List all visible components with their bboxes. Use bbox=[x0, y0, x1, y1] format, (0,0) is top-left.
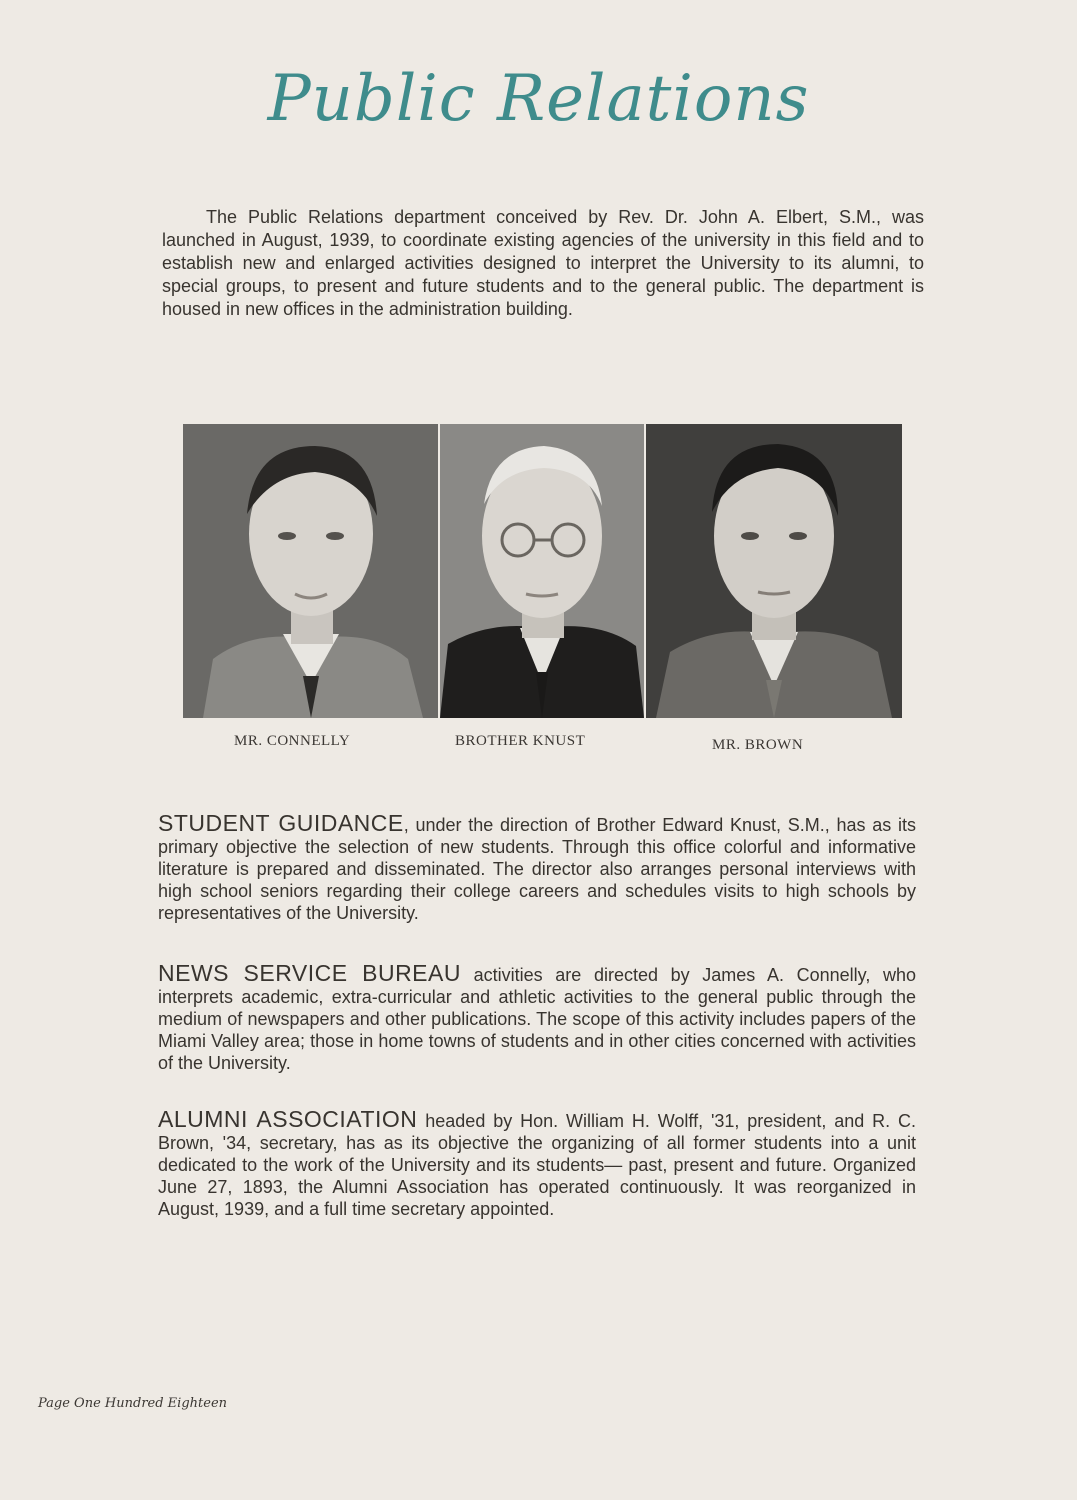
section-text: headed by Hon. William H. Wolff, '31, president, and R. C. Brown, '34, secretary, has as its objective the organizing of all former students into a unit dedicated to the work of the University and its students— past, present and future. Organized June 27, 1893, the Alumni Association has operated continuously. It was reorganized in August, 1939, and a full time secretary appointed. bbox=[158, 1111, 916, 1219]
portrait-captions bbox=[0, 733, 1077, 757]
section-news-service-bureau bbox=[158, 962, 916, 1074]
portrait-knust bbox=[440, 424, 644, 718]
section-student-guidance bbox=[158, 812, 916, 924]
section-text: , under the direction of Brother Edward Knust, S.M., has as its primary objective the selection of new students. Through this office colorful and informative literature is prepared and disseminated. The director also arranges personal interviews with high school seniors regarding their college careers and schedules visits to high schools by representatives of the University. bbox=[158, 815, 916, 923]
intro-paragraph: The Public Relations department conceived by Rev. Dr. John A. Elbert, S.M., was launched in August, 1939, to coordinate existing agencies of the university in this field and to establish new and enlarged activities designed to interpret the University to its alumni, to special groups, to present and future students and to the general public. The department is housed in new offices in the administration building. bbox=[162, 207, 924, 319]
caption-brown: MR. BROWN bbox=[712, 737, 804, 753]
section-heading: ALUMNI ASSOCIATION bbox=[158, 1106, 418, 1132]
caption-connelly: MR. CONNELLY bbox=[234, 733, 351, 749]
section-heading: NEWS SERVICE BUREAU bbox=[158, 960, 461, 986]
section-alumni-association bbox=[158, 1108, 916, 1220]
portrait-row bbox=[183, 424, 904, 718]
page-title: Public Relations bbox=[267, 62, 810, 136]
portrait-brown bbox=[646, 424, 902, 718]
caption-knust: BROTHER KNUST bbox=[455, 733, 586, 749]
portrait-connelly bbox=[183, 424, 438, 718]
page-number: Page One Hundred Eighteen bbox=[38, 1396, 228, 1411]
section-text: activities are directed by James A. Connelly, who interprets academic, extra-curricular and athletic activities to the general public through the medium of newspapers and other publications. The scope of this activity includes papers of the Miami Valley area; those in home towns of students and in other cities concerned with activities of the University. bbox=[158, 965, 916, 1073]
section-heading: STUDENT GUIDANCE bbox=[158, 810, 404, 836]
